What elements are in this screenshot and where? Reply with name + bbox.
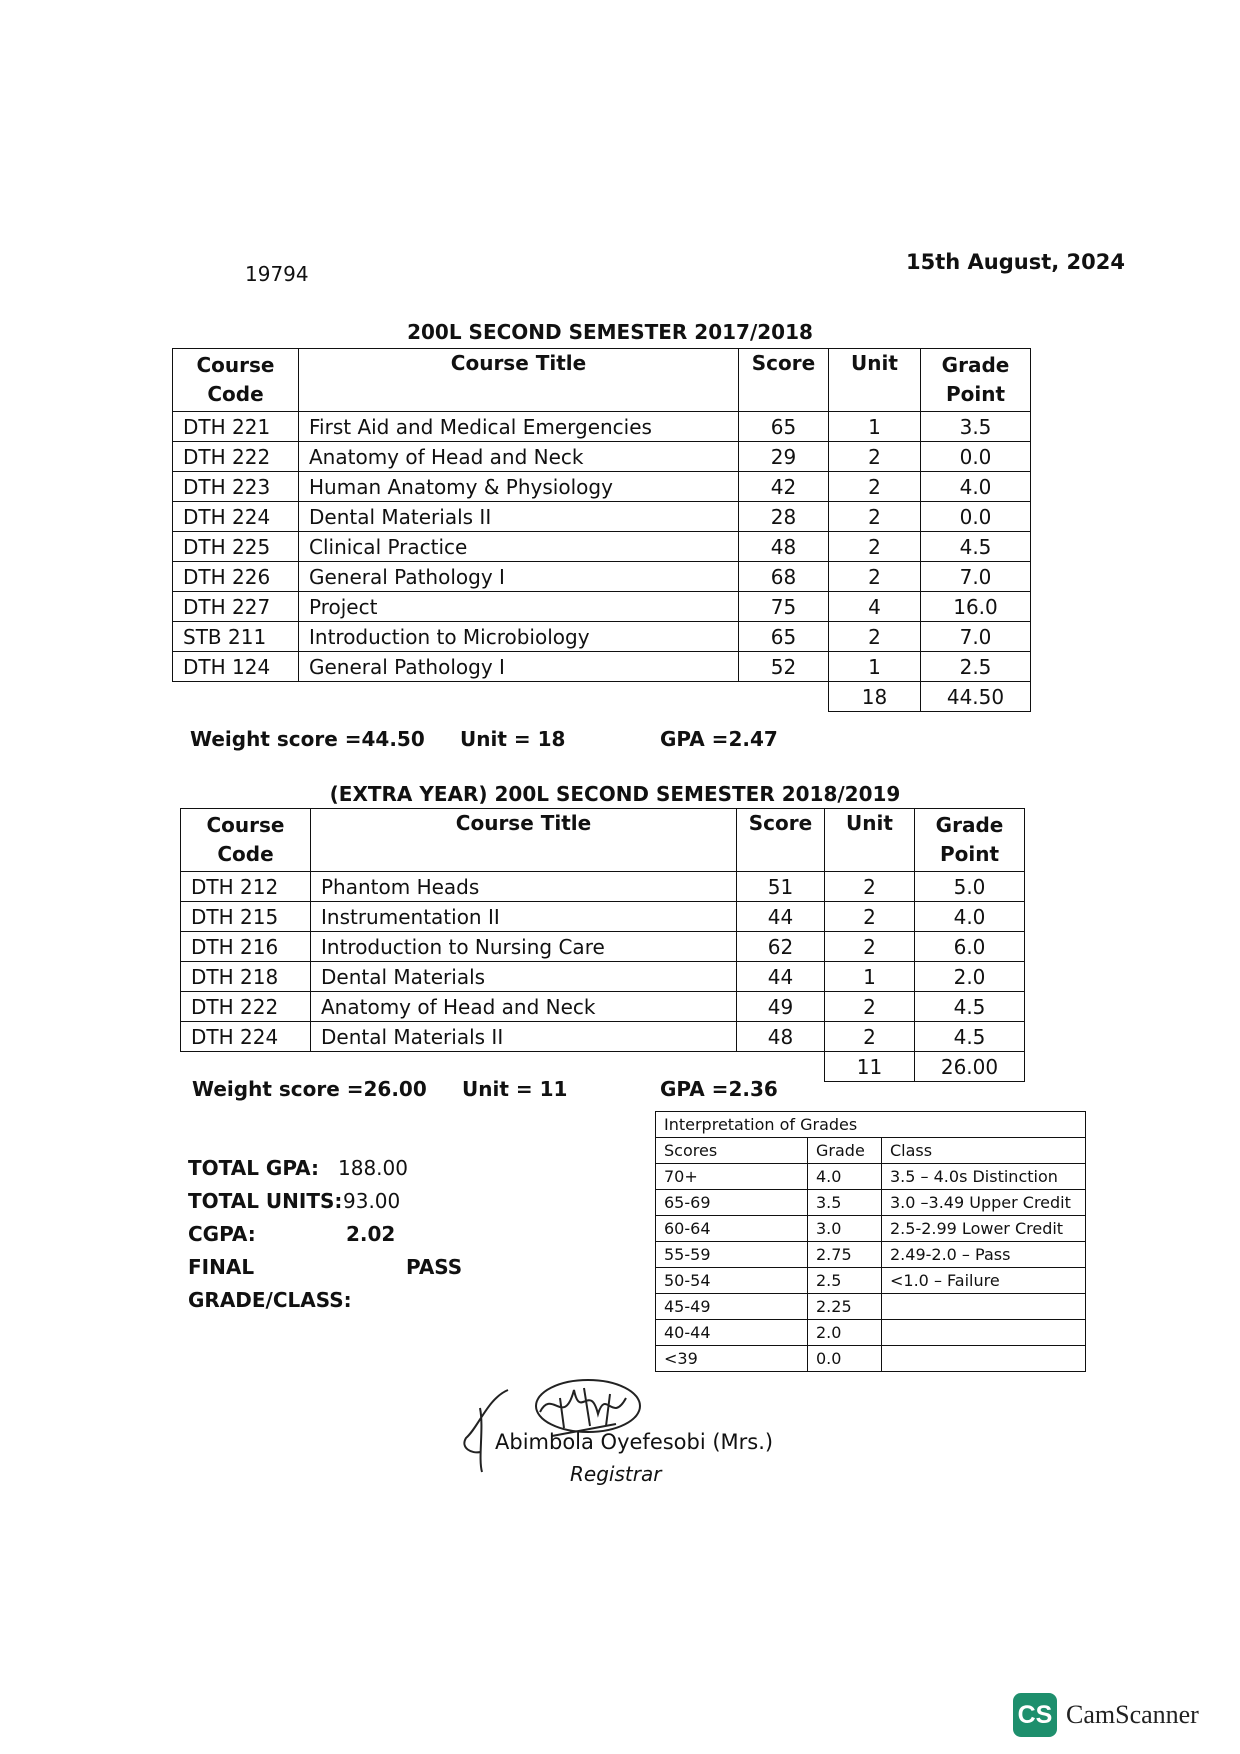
interp-col-grade: Grade <box>808 1138 882 1164</box>
unit-cell: 1 <box>829 652 921 682</box>
score-cell: 28 <box>739 502 829 532</box>
grade-point-cell: 7.0 <box>921 622 1031 652</box>
course-title-cell: First Aid and Medical Emergencies <box>299 412 739 442</box>
col-score: Score <box>737 809 825 872</box>
col-course-code: Course Code <box>181 809 311 872</box>
table-row <box>181 872 1025 902</box>
score-cell: 49 <box>737 992 825 1022</box>
interpretation-row <box>656 1242 1086 1268</box>
class-cell <box>882 1346 1086 1372</box>
table-row <box>173 412 1031 442</box>
course-title-cell: General Pathology I <box>299 562 739 592</box>
camscanner-logo-icon: CS <box>1013 1693 1057 1737</box>
grade-cell: 2.5 <box>808 1268 882 1294</box>
scores-cell: 50-54 <box>656 1268 808 1294</box>
grade-interpretation-table <box>655 1111 1086 1372</box>
grade-point-cell: 4.5 <box>915 1022 1025 1052</box>
course-title-cell: Dental Materials II <box>299 502 739 532</box>
class-cell: 3.0 –3.49 Upper Credit <box>882 1190 1086 1216</box>
grade-point-cell: 4.0 <box>921 472 1031 502</box>
course-title-cell: General Pathology I <box>299 652 739 682</box>
grade-point-cell: 4.5 <box>921 532 1031 562</box>
score-cell: 29 <box>739 442 829 472</box>
course-code-cell: DTH 223 <box>173 472 299 502</box>
class-cell <box>882 1294 1086 1320</box>
unit-cell: 2 <box>829 532 921 562</box>
grade-point-cell: 0.0 <box>921 502 1031 532</box>
class-cell: 2.5-2.99 Lower Credit <box>882 1216 1086 1242</box>
table-row <box>181 992 1025 1022</box>
course-code-cell: DTH 225 <box>173 532 299 562</box>
unit-cell: 2 <box>825 872 915 902</box>
class-cell: 2.49-2.0 – Pass <box>882 1242 1086 1268</box>
cgpa-value: 2.02 <box>346 1222 396 1246</box>
table-row <box>173 502 1031 532</box>
table-header-row <box>173 349 1031 412</box>
semester1-table <box>172 348 1031 712</box>
score-cell: 44 <box>737 902 825 932</box>
scores-cell: 70+ <box>656 1164 808 1190</box>
course-title-cell: Anatomy of Head and Neck <box>311 992 737 1022</box>
course-code-cell: DTH 222 <box>181 992 311 1022</box>
grade-point-cell: 2.0 <box>915 962 1025 992</box>
interpretation-header-row <box>656 1138 1086 1164</box>
class-cell: 3.5 – 4.0s Distinction <box>882 1164 1086 1190</box>
course-title-cell: Phantom Heads <box>311 872 737 902</box>
course-code-cell: DTH 226 <box>173 562 299 592</box>
course-title-cell: Project <box>299 592 739 622</box>
semester2-caption: (EXTRA YEAR) 200L SECOND SEMESTER 2018/2019 <box>329 782 901 806</box>
table-row <box>173 592 1031 622</box>
total-units-label: TOTAL UNITS: <box>188 1189 343 1213</box>
course-code-cell: DTH 227 <box>173 592 299 622</box>
course-title-cell: Instrumentation II <box>311 902 737 932</box>
scores-cell: 45-49 <box>656 1294 808 1320</box>
registrar-title: Registrar <box>570 1462 662 1486</box>
unit-cell: 2 <box>829 502 921 532</box>
grade-point-cell: 6.0 <box>915 932 1025 962</box>
score-cell: 48 <box>739 532 829 562</box>
semester1-unit-summary: Unit = 18 <box>460 727 566 751</box>
grade-cell: 4.0 <box>808 1164 882 1190</box>
table-row <box>173 652 1031 682</box>
class-cell <box>882 1320 1086 1346</box>
table-row <box>173 472 1031 502</box>
table-row <box>181 932 1025 962</box>
interpretation-row <box>656 1346 1086 1372</box>
table-row <box>173 442 1031 472</box>
final-class-value: PASS <box>406 1255 463 1279</box>
score-cell: 48 <box>737 1022 825 1052</box>
unit-cell: 2 <box>825 1022 915 1052</box>
score-cell: 65 <box>739 412 829 442</box>
total-gpa-label: TOTAL GPA: <box>188 1156 320 1180</box>
final-class-label: FINAL GRADE/CLASS: <box>188 1255 352 1312</box>
table-row <box>181 1022 1025 1052</box>
score-cell: 75 <box>739 592 829 622</box>
course-code-cell: DTH 221 <box>173 412 299 442</box>
interpretation-row <box>656 1320 1086 1346</box>
interpretation-title: Interpretation of Grades <box>656 1112 1086 1138</box>
score-cell: 65 <box>739 622 829 652</box>
table-row <box>181 962 1025 992</box>
table-row <box>173 532 1031 562</box>
unit-cell: 1 <box>829 412 921 442</box>
col-course-code: Course Code <box>173 349 299 412</box>
semester2-total-unit: 11 <box>825 1052 915 1082</box>
grade-point-cell: 0.0 <box>921 442 1031 472</box>
scores-cell: <39 <box>656 1346 808 1372</box>
grade-cell: 2.75 <box>808 1242 882 1268</box>
course-title-cell: Dental Materials <box>311 962 737 992</box>
col-unit: Unit <box>825 809 915 872</box>
course-title-cell: Dental Materials II <box>311 1022 737 1052</box>
interp-col-scores: Scores <box>656 1138 808 1164</box>
course-title-cell: Clinical Practice <box>299 532 739 562</box>
interpretation-row <box>656 1190 1086 1216</box>
semester2-total-gp: 26.00 <box>915 1052 1025 1082</box>
semester1-weight-score: Weight score =44.50 <box>190 727 425 751</box>
score-cell: 42 <box>739 472 829 502</box>
score-cell: 68 <box>739 562 829 592</box>
unit-cell: 2 <box>825 902 915 932</box>
semester1-total-unit: 18 <box>829 682 921 712</box>
course-title-cell: Introduction to Nursing Care <box>311 932 737 962</box>
unit-cell: 2 <box>825 932 915 962</box>
grade-point-cell: 4.0 <box>915 902 1025 932</box>
semester2-unit-summary: Unit = 11 <box>462 1077 568 1101</box>
scores-cell: 60-64 <box>656 1216 808 1242</box>
semester1-caption: 200L SECOND SEMESTER 2017/2018 <box>407 320 813 344</box>
unit-cell: 2 <box>829 622 921 652</box>
interpretation-row <box>656 1268 1086 1294</box>
scores-cell: 40-44 <box>656 1320 808 1346</box>
cgpa-label: CGPA: <box>188 1222 256 1246</box>
grade-cell: 0.0 <box>808 1346 882 1372</box>
grade-point-cell: 7.0 <box>921 562 1031 592</box>
grade-point-cell: 4.5 <box>915 992 1025 1022</box>
grade-point-cell: 16.0 <box>921 592 1031 622</box>
course-title-cell: Introduction to Microbiology <box>299 622 739 652</box>
total-gpa-value: 188.00 <box>338 1156 408 1180</box>
course-title-cell: Human Anatomy & Physiology <box>299 472 739 502</box>
unit-cell: 2 <box>829 472 921 502</box>
score-cell: 62 <box>737 932 825 962</box>
reference-number: 19794 <box>245 262 309 286</box>
class-cell: <1.0 – Failure <box>882 1268 1086 1294</box>
grade-point-cell: 3.5 <box>921 412 1031 442</box>
unit-cell: 2 <box>829 562 921 592</box>
grade-point-cell: 5.0 <box>915 872 1025 902</box>
course-code-cell: DTH 212 <box>181 872 311 902</box>
score-cell: 52 <box>739 652 829 682</box>
course-title-cell: Anatomy of Head and Neck <box>299 442 739 472</box>
semester2-weight-score: Weight score =26.00 <box>192 1077 427 1101</box>
unit-cell: 1 <box>825 962 915 992</box>
col-course-title: Course Title <box>311 809 737 872</box>
course-code-cell: STB 211 <box>173 622 299 652</box>
scores-cell: 65-69 <box>656 1190 808 1216</box>
col-grade-point: Grade Point <box>921 349 1031 412</box>
interpretation-row <box>656 1216 1086 1242</box>
interp-col-class: Class <box>882 1138 1086 1164</box>
course-code-cell: DTH 215 <box>181 902 311 932</box>
course-code-cell: DTH 222 <box>173 442 299 472</box>
col-course-title: Course Title <box>299 349 739 412</box>
course-code-cell: DTH 124 <box>173 652 299 682</box>
unit-cell: 4 <box>829 592 921 622</box>
unit-cell: 2 <box>829 442 921 472</box>
semester2-gpa: GPA =2.36 <box>660 1077 778 1101</box>
table-row <box>181 902 1025 932</box>
col-unit: Unit <box>829 349 921 412</box>
grade-point-cell: 2.5 <box>921 652 1031 682</box>
course-code-cell: DTH 224 <box>181 1022 311 1052</box>
course-code-cell: DTH 224 <box>173 502 299 532</box>
cumulative-totals <box>188 1152 462 1317</box>
table-header-row <box>181 809 1025 872</box>
score-cell: 44 <box>737 962 825 992</box>
semester1-total-row <box>173 682 1031 712</box>
course-code-cell: DTH 216 <box>181 932 311 962</box>
registrar-name: Abimbola Oyefesobi (Mrs.) <box>495 1430 774 1454</box>
interpretation-row <box>656 1164 1086 1190</box>
document-date: 15th August, 2024 <box>906 250 1125 274</box>
interpretation-row <box>656 1294 1086 1320</box>
grade-cell: 3.0 <box>808 1216 882 1242</box>
grade-cell: 2.0 <box>808 1320 882 1346</box>
total-units-value: 93.00 <box>343 1189 401 1213</box>
grade-cell: 3.5 <box>808 1190 882 1216</box>
table-row <box>173 562 1031 592</box>
col-grade-point: Grade Point <box>915 809 1025 872</box>
col-score: Score <box>739 349 829 412</box>
unit-cell: 2 <box>825 992 915 1022</box>
score-cell: 51 <box>737 872 825 902</box>
grade-cell: 2.25 <box>808 1294 882 1320</box>
course-code-cell: DTH 218 <box>181 962 311 992</box>
semester1-gpa: GPA =2.47 <box>660 727 778 751</box>
semester1-total-gp: 44.50 <box>921 682 1031 712</box>
scores-cell: 55-59 <box>656 1242 808 1268</box>
camscanner-label: CamScanner <box>1066 1700 1199 1729</box>
semester2-table <box>180 808 1025 1082</box>
table-row <box>173 622 1031 652</box>
